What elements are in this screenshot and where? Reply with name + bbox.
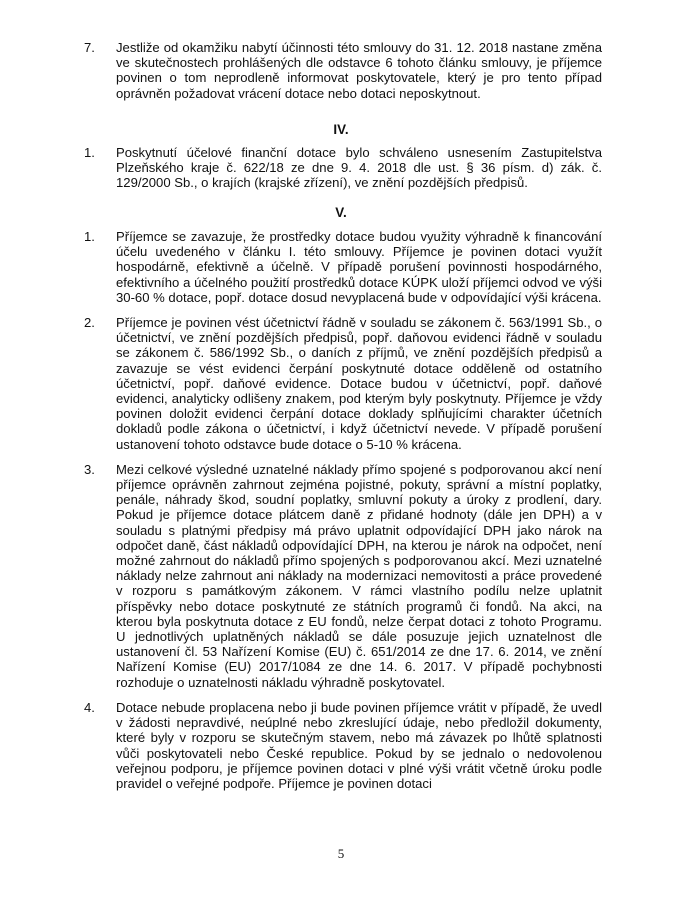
section-article-iii-continued: [84, 40, 602, 111]
paragraph-number: 4.: [84, 699, 95, 715]
paragraph-text: Jestliže od okamžiku nabytí účinnosti této smlouvy do 31. 12. 2018 nastane změna ve skutečnostech prohlášených dle odstavce 6 tohoto článku smlouvy, je příjemce povinen o tom neprodleně informovat poskytovatele, který je pro tento případ oprávněn požadovat vrácení dotace nebo dotaci neposkytnout.: [116, 40, 602, 101]
section-article-v: [84, 229, 602, 801]
paragraph-v-1: [84, 229, 602, 305]
paragraph-number: 1.: [84, 229, 95, 244]
section-article-iv: [84, 145, 602, 201]
paragraph-number: 7.: [84, 40, 95, 55]
paragraph-text: Příjemce je povinen vést účetnictví řádně v souladu se zákonem č. 563/1991 Sb., o účetnictví, ve znění pozdějších předpisů, popř. daňovou evidenci řádně v souladu se zákonem č. 586/1992 Sb., o daních z příjmů, ve znění pozdějších předpisů a zavazuje se vést evidenci čerpání poskytnuté dotace odděleně od ostatního účetnictví, popř. daňové evidence. Dotace budou v účetnictví, popř. daňové evidenci, analyticky odlišeny znakem, pod kterým byly poskytnuty. Příjemce je vždy povinen doložit evidenci čerpání dotace doklady splňujícími charakter účetních dokladů podle zákona o účetnictví, i když účetnictví nevede. V případě porušení ustanovení tohoto odstavce bude dotace o 5-10 % krácena.: [116, 315, 602, 452]
article-heading-iv: IV.: [333, 122, 349, 137]
paragraph-text: Příjemce se zavazuje, že prostředky dotace budou využity výhradně k financování účelu uvedeného v článku I. této smlouvy. Příjemce je povinen dotaci využít hospodárně, efektivně a účelně. V případě porušení povinnosti hospodárného, efektivního a účelného použití prostředků dotace KÚPK uloží příjemci odvod ve výši 30-60 % dotace, popř. dotace dosud nevyplacená bude v odpovídající výši krácena.: [116, 229, 602, 305]
page-number: 5: [337, 846, 345, 861]
paragraph-v-4: [84, 700, 602, 791]
paragraph-text: Mezi celkové výsledné uznatelné náklady přímo spojené s podporovanou akcí není příjemce oprávněn zahrnout zejména pojistné, pokuty, správní a místní poplatky, penále, náhrady škod, soudní poplatky, smluvní pokuty a úroky z prodlení, dary. Pokud je příjemce dotace plátcem daně z přidané hodnoty (dále jen DPH) a v souladu s platnými předpisy má právo uplatnit odpovídající DPH jako nárok na odpočet daně, část nákladů odpovídající DPH, na kterou je nárok na odpočet, není možné zahrnout do nákladů přímo spojených s podporovanou akcí. Mezi uznatelné náklady nelze zahrnout ani náklady na modernizaci nemovitosti a práce provedené v rozporu s památkovým zákonem. V rámci vlastního podílu nelze uplatnit příspěvky nebo dotace poskytnuté ze státních programů či fondů. Na akci, na kterou byla poskytnuta dotace z EU fondů, nelze čerpat dotaci z tohoto Programu. U jednotlivých uplatněných nákladů se dále posuzuje jejich uznatelnost dle ustanovení čl. 53 Nařízení Komise (EU) č. 651/2014 ze dne 17. 6. 2014, ve znění Nařízení Komise (EU) 2017/1084 ze dne 14. 6. 2017. V případě pochybnosti rozhoduje o uznatelnosti nákladu výhradně poskytovatel.: [116, 461, 602, 690]
paragraph-number: 2.: [84, 315, 95, 331]
paragraph-iii-7: [84, 40, 602, 101]
paragraph-v-2: [84, 315, 602, 452]
paragraph-text: Poskytnutí účelové finanční dotace bylo schváleno usnesením Zastupitelstva Plzeňského kraje č. 622/18 ze dne 9. 4. 2018 dle ust. § 36 písm. d) zák. č. 129/2000 Sb., o krajích (krajské zřízení), ve znění pozdějších předpisů.: [116, 145, 602, 191]
paragraph-number: 3.: [84, 461, 95, 477]
paragraph-text: Dotace nebude proplacena nebo ji bude povinen příjemce vrátit v případě, že uvedl v žádosti nepravdivé, neúplné nebo zkreslující údaje, nebo předložil dokumenty, které byly v rozporu se skutečným stavem, nebo má závazek po lhůtě splatnosti vůči poskytovateli nebo České republice. Pokud by se jednalo o nedovolenou veřejnou podporu, je příjemce povinen dotaci v plné výši vrátit včetně úroku podle pravidel o veřejné podpoře. Příjemce je povinen dotaci: [116, 699, 602, 791]
article-heading-v: V.: [335, 205, 347, 220]
paragraph-iv-1: [84, 145, 602, 191]
paragraph-v-3: [84, 462, 602, 690]
paragraph-number: 1.: [84, 145, 95, 160]
